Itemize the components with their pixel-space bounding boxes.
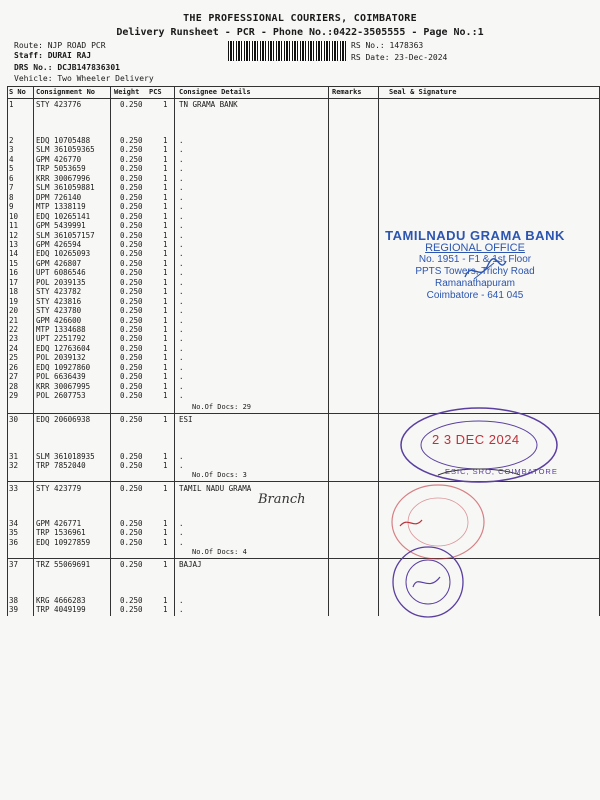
cell-cons: .: [179, 315, 184, 325]
cell-sno: 20: [9, 306, 19, 316]
cell-sno: 2: [9, 136, 14, 145]
cell-cn: SLM 361059881: [36, 183, 95, 193]
cell-wt: 0.250: [120, 183, 143, 193]
drs-number: DRS No.: DCJB147836301: [14, 63, 120, 72]
cell-pcs: 1: [163, 287, 168, 297]
cell-sno: 37: [9, 560, 19, 569]
cell-cn: EDQ 10265141: [36, 211, 91, 221]
cell-pcs: 1: [163, 519, 168, 528]
cell-cn: EDQ 10705488: [36, 136, 91, 145]
bank-stamp-address2: PPTS Towers, Trichy Road: [415, 266, 535, 277]
barcode: [228, 41, 346, 61]
cell-sno: 24: [9, 343, 19, 353]
cell-cons: .: [179, 519, 184, 528]
cell-cn: STY 423780: [36, 306, 82, 316]
cell-pcs: 1: [163, 202, 168, 212]
col-line: [174, 86, 175, 616]
cell-cn: EDQ 12763604: [36, 343, 91, 353]
bank-stamp-office: REGIONAL OFFICE: [425, 242, 525, 254]
cell-wt: 0.250: [120, 343, 143, 353]
cell-wt: 0.250: [120, 415, 143, 424]
cell-cn: STY 423776: [36, 100, 82, 109]
cell-cons: .: [179, 605, 184, 614]
cell-wt: 0.250: [120, 287, 143, 297]
cell-cons: .: [179, 391, 184, 401]
cell-cons: .: [179, 183, 184, 193]
cell-cons: .: [179, 221, 184, 231]
cell-sno: 29: [9, 391, 19, 401]
cell-cn: TRP 1536961: [36, 528, 86, 537]
cell-cn: TRP 4049199: [36, 605, 86, 614]
cell-wt: 0.250: [120, 239, 143, 249]
cell-pcs: 1: [163, 353, 168, 363]
cell-cons: .: [179, 372, 184, 382]
cell-sno: 22: [9, 325, 19, 334]
col-line: [110, 86, 111, 616]
col-line: [378, 86, 379, 616]
cell-cons: .: [179, 258, 184, 268]
col-weight: Weight: [114, 88, 140, 96]
cell-cons: .: [179, 325, 184, 334]
vehicle-label: Vehicle: Two Wheeler Delivery: [14, 74, 154, 83]
cell-wt: 0.250: [120, 391, 143, 401]
cell-sno: 35: [9, 528, 19, 537]
cell-sno: 13: [9, 239, 19, 249]
cell-pcs: 1: [163, 391, 168, 401]
group-total: No.Of Docs: 29: [192, 403, 252, 411]
cell-wt: 0.250: [120, 538, 143, 547]
col-line: [33, 86, 34, 616]
cell-sno: 14: [9, 249, 19, 259]
cell-cn: MTP 1334688: [36, 325, 86, 334]
cell-sno: 33: [9, 484, 19, 493]
cell-cn: TRZ 55069691: [36, 560, 91, 569]
cell-sno: 25: [9, 353, 19, 363]
cell-pcs: 1: [163, 211, 168, 221]
cell-wt: 0.250: [120, 154, 143, 164]
cell-cons: .: [179, 173, 184, 183]
cell-cn: POL 2039132: [36, 353, 86, 363]
cell-sno: 17: [9, 277, 19, 287]
cell-sno: 28: [9, 381, 19, 391]
cell-cons: .: [179, 296, 184, 306]
cell-wt: 0.250: [120, 268, 143, 278]
cell-sno: 15: [9, 258, 19, 268]
cell-wt: 0.250: [120, 164, 143, 174]
table-header: [7, 86, 600, 99]
cell-wt: 0.250: [120, 221, 143, 231]
cell-wt: 0.250: [120, 325, 143, 334]
cell-cons: .: [179, 287, 184, 297]
cell-cons: .: [179, 528, 184, 537]
cell-cons: .: [179, 164, 184, 174]
cell-cn: EDQ 10927859: [36, 538, 91, 547]
cell-cons: ESI: [179, 415, 193, 424]
cell-cn: POL 2039135: [36, 277, 86, 287]
cell-cn: MTP 1338119: [36, 202, 86, 212]
cell-wt: 0.250: [120, 528, 143, 537]
cell-wt: 0.250: [120, 362, 143, 372]
rs-number: RS No.: 1478363: [351, 41, 424, 50]
cell-wt: 0.250: [120, 202, 143, 212]
cell-cons: .: [179, 230, 184, 240]
cell-sno: 21: [9, 315, 19, 325]
cell-pcs: 1: [163, 136, 168, 145]
cell-pcs: 1: [163, 164, 168, 174]
cell-cn: GPM 426807: [36, 258, 82, 268]
cell-sno: 19: [9, 296, 19, 306]
cell-sno: 26: [9, 362, 19, 372]
cell-cn: GPM 5439991: [36, 221, 86, 231]
cell-wt: 0.250: [120, 315, 143, 325]
cell-pcs: 1: [163, 334, 168, 344]
cell-pcs: 1: [163, 183, 168, 193]
cell-wt: 0.250: [120, 192, 143, 202]
cell-cn: EDQ 20606938: [36, 415, 91, 424]
cell-cons: .: [179, 306, 184, 316]
rs-date: RS Date: 23-Dec-2024: [351, 53, 448, 62]
esic-stamp-ring: ESIC, SRO, COIMBATORE: [445, 467, 558, 476]
cell-pcs: 1: [163, 230, 168, 240]
col-remarks: Remarks: [332, 88, 362, 96]
cell-wt: 0.250: [120, 560, 143, 569]
cell-wt: 0.250: [120, 230, 143, 240]
cell-wt: 0.250: [120, 211, 143, 221]
cell-pcs: 1: [163, 296, 168, 306]
cell-cons: .: [179, 334, 184, 344]
cell-cons: .: [179, 538, 184, 547]
cell-pcs: 1: [163, 306, 168, 316]
cell-sno: 6: [9, 173, 14, 183]
cell-pcs: 1: [163, 372, 168, 382]
cell-pcs: 1: [163, 258, 168, 268]
cell-sno: 9: [9, 202, 14, 212]
cell-wt: 0.250: [120, 258, 143, 268]
cell-wt: 0.250: [120, 596, 143, 605]
esic-stamp-date: 2 3 DEC 2024: [432, 432, 520, 447]
cell-cons: .: [179, 343, 184, 353]
col-consignment: Consignment No: [36, 88, 96, 96]
cell-sno: 7: [9, 183, 14, 193]
cell-pcs: 1: [163, 605, 168, 614]
cell-cons: .: [179, 452, 184, 461]
cell-cons: TAMIL NADU GRAMA: [179, 484, 252, 493]
col-line: [7, 86, 8, 616]
cell-wt: 0.250: [120, 249, 143, 259]
cell-cons: .: [179, 239, 184, 249]
cell-cn: GPM 426594: [36, 239, 82, 249]
col-consignee: Consignee Details: [179, 88, 251, 96]
cell-cons: .: [179, 277, 184, 287]
cell-cons: .: [179, 202, 184, 212]
cell-wt: 0.250: [120, 136, 143, 145]
cell-cn: KRR 30067995: [36, 381, 91, 391]
cell-pcs: 1: [163, 221, 168, 231]
cell-cons: .: [179, 145, 184, 155]
cell-pcs: 1: [163, 415, 168, 424]
signature-scribble: [460, 255, 510, 285]
cell-pcs: 1: [163, 596, 168, 605]
cell-sno: 34: [9, 519, 19, 528]
cell-sno: 27: [9, 372, 19, 382]
cell-cons: .: [179, 136, 184, 145]
cell-cn: SLM 361059365: [36, 145, 95, 155]
cell-sno: 31: [9, 452, 19, 461]
col-seal-signature: Seal & Signature: [389, 88, 457, 96]
cell-pcs: 1: [163, 538, 168, 547]
cell-cn: POL 6636439: [36, 372, 86, 382]
cell-pcs: 1: [163, 343, 168, 353]
cell-sno: 32: [9, 461, 19, 470]
cell-cons: .: [179, 353, 184, 363]
cell-pcs: 1: [163, 560, 168, 569]
cell-pcs: 1: [163, 461, 168, 470]
cell-sno: 39: [9, 605, 19, 614]
cell-cn: TRP 7852040: [36, 461, 86, 470]
route-label: Route: NJP ROAD PCR: [14, 41, 106, 50]
cell-pcs: 1: [163, 452, 168, 461]
cell-cons: .: [179, 192, 184, 202]
cell-sno: 38: [9, 596, 19, 605]
cell-cn: SLM 361057157: [36, 230, 95, 240]
cell-sno: 1: [9, 100, 14, 109]
cell-cn: STY 423816: [36, 296, 82, 306]
cell-wt: 0.250: [120, 296, 143, 306]
cell-cons: BAJAJ: [179, 560, 202, 569]
cell-cons: .: [179, 596, 184, 605]
cell-pcs: 1: [163, 325, 168, 334]
col-line: [328, 86, 329, 616]
bank-stamp-address4: Coimbatore - 641 045: [426, 290, 524, 301]
cell-pcs: 1: [163, 268, 168, 278]
cell-sno: 4: [9, 154, 14, 164]
cell-sno: 18: [9, 287, 19, 297]
cell-sno: 36: [9, 538, 19, 547]
cell-pcs: 1: [163, 173, 168, 183]
cell-cn: GPM 426771: [36, 519, 82, 528]
cell-pcs: 1: [163, 249, 168, 259]
cell-cons: .: [179, 154, 184, 164]
cell-cn: SLM 361018935: [36, 452, 95, 461]
cell-cn: GPM 426600: [36, 315, 82, 325]
staff-label: Staff: DURAI RAJ: [14, 51, 92, 60]
cell-pcs: 1: [163, 484, 168, 493]
runsheet-subtitle: Delivery Runsheet - PCR - Phone No.:0422-3505555 - Page No.:1: [116, 27, 484, 38]
cell-cons: .: [179, 211, 184, 221]
bank-stamp-name: TAMILNADU GRAMA BANK: [385, 228, 565, 243]
cell-pcs: 1: [163, 528, 168, 537]
bank-stamp-address3: Ramanathapuram: [434, 278, 516, 289]
cell-wt: 0.250: [120, 334, 143, 344]
cell-pcs: 1: [163, 239, 168, 249]
cell-cons: TN GRAMA BANK: [179, 100, 238, 109]
cell-sno: 3: [9, 145, 14, 155]
cell-cons: .: [179, 381, 184, 391]
cell-cons: .: [179, 362, 184, 372]
group-divider: [7, 558, 600, 559]
cell-sno: 10: [9, 211, 19, 221]
cell-pcs: 1: [163, 362, 168, 372]
group-total: No.Of Docs: 4: [192, 548, 247, 556]
cell-wt: 0.250: [120, 100, 143, 109]
cell-cn: DPM 726140: [36, 192, 82, 202]
cell-sno: 11: [9, 221, 19, 231]
cell-pcs: 1: [163, 381, 168, 391]
group-total: No.Of Docs: 3: [192, 471, 247, 479]
cell-cn: KRR 30067996: [36, 173, 91, 183]
cell-cons: .: [179, 249, 184, 259]
cell-cn: KRG 4666283: [36, 596, 86, 605]
cell-pcs: 1: [163, 192, 168, 202]
cell-cn: TRP 5053659: [36, 164, 86, 174]
cell-cn: STY 423779: [36, 484, 82, 493]
cell-wt: 0.250: [120, 306, 143, 316]
col-sno: S No: [9, 88, 26, 96]
cell-cons: .: [179, 461, 184, 470]
handwritten-branch: Branch: [258, 492, 306, 507]
cell-wt: 0.250: [120, 173, 143, 183]
cell-cn: EDQ 10265093: [36, 249, 91, 259]
cell-sno: 23: [9, 334, 19, 344]
cell-cn: STY 423782: [36, 287, 82, 297]
cell-wt: 0.250: [120, 452, 143, 461]
cell-wt: 0.250: [120, 519, 143, 528]
cell-wt: 0.250: [120, 381, 143, 391]
cell-cn: POL 2607753: [36, 391, 86, 401]
cell-sno: 8: [9, 192, 14, 202]
cell-pcs: 1: [163, 145, 168, 155]
cell-pcs: 1: [163, 100, 168, 109]
cell-wt: 0.250: [120, 145, 143, 155]
cell-wt: 0.250: [120, 277, 143, 287]
col-pcs: PCS: [149, 88, 162, 96]
cell-wt: 0.250: [120, 372, 143, 382]
cell-wt: 0.250: [120, 484, 143, 493]
cell-pcs: 1: [163, 277, 168, 287]
cell-cn: UPT 6086546: [36, 268, 86, 278]
company-title: THE PROFESSIONAL COURIERS, COIMBATORE: [183, 13, 417, 24]
bajaj-round-stamp: [388, 545, 468, 620]
bank-stamp-address1: No. 1951 - F1 & 1st Floor: [418, 254, 532, 265]
cell-wt: 0.250: [120, 605, 143, 614]
cell-cons: .: [179, 268, 184, 278]
cell-sno: 16: [9, 268, 19, 278]
cell-cn: UPT 2251792: [36, 334, 86, 344]
cell-pcs: 1: [163, 315, 168, 325]
cell-sno: 12: [9, 230, 19, 240]
cell-sno: 5: [9, 164, 14, 174]
cell-wt: 0.250: [120, 353, 143, 363]
cell-pcs: 1: [163, 154, 168, 164]
cell-wt: 0.250: [120, 461, 143, 470]
cell-cn: GPM 426770: [36, 154, 82, 164]
cell-sno: 30: [9, 415, 19, 424]
cell-cn: EDQ 10927860: [36, 362, 91, 372]
